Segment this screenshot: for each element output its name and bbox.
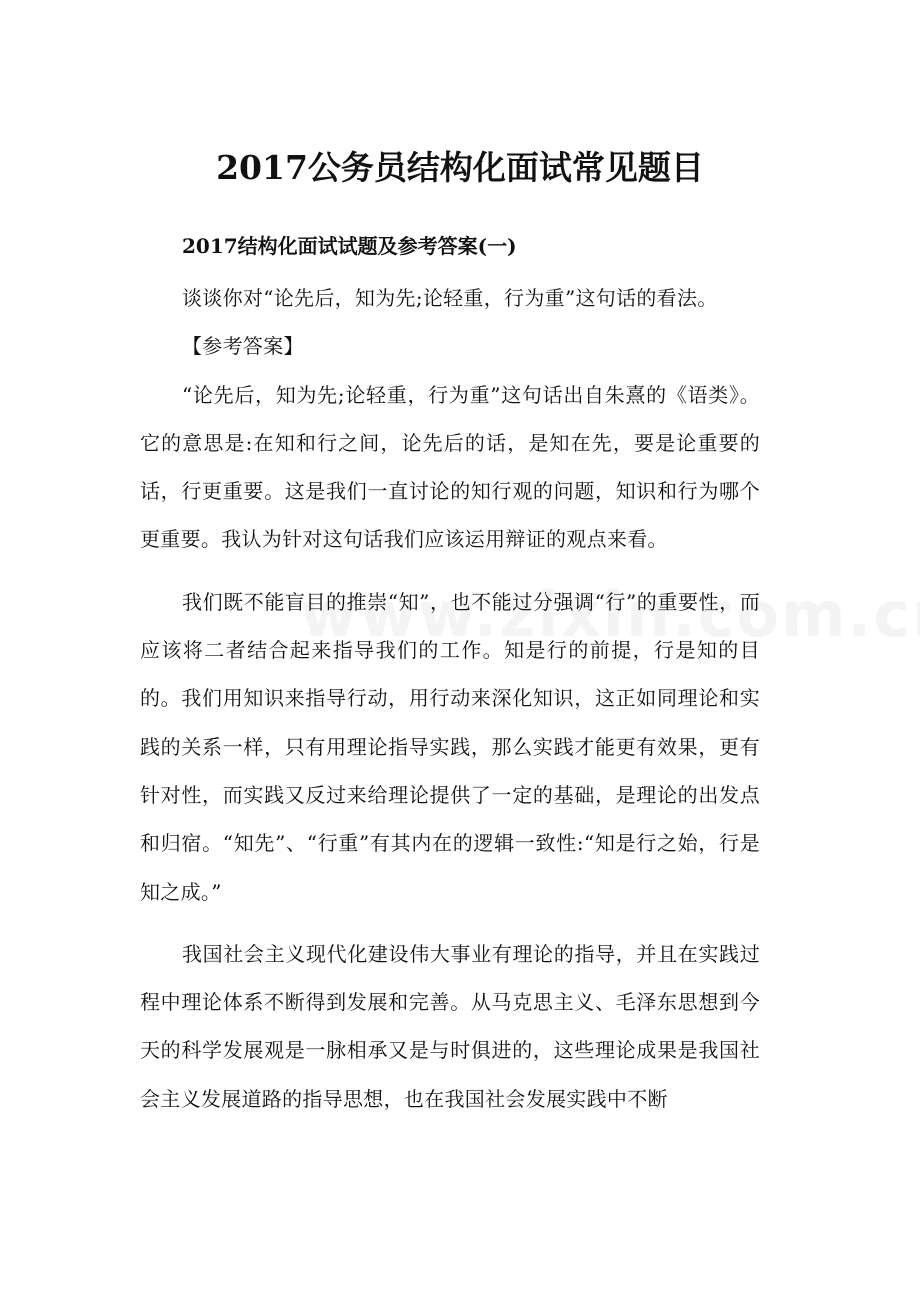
answer-paragraph-1: “论先后，知为先;论轻重，行为重”这句话出自朱熹的《语类》。它的意思是:在知和行之间，论先后的话，是知在先，要是论重要的话，行更重要。这是我们一直讨论的知行观的问题，知识和行为哪个更重要。我认为针对这句话我们应该运用辩证的观点来看。 <box>140 382 760 552</box>
answer-label: 【参考答案】 <box>182 334 304 359</box>
document-body <box>140 274 760 1123</box>
answer-paragraph-2: 我们既不能盲目的推崇“知”，也不能过分强调“行”的重要性，而应该将二者结合起来指导我们的工作。知是行的前提，行是知的目的。我们用知识来指导行动，用行动来深化知识，这正如同理论和实践的关系一样，只有用理论指导实践，那么实践才能更有效果，更有针对性，而实践又反过来给理论提供了一定的基础，是理论的出发点和归宿。“知先”、“行重”有其内在的逻辑一致性:“知是行之始，行是知之成。” <box>140 589 760 904</box>
answer-paragraph-3: 我国社会主义现代化建设伟大事业有理论的指导，并且在实践过程中理论体系不断得到发展和完善。从马克思主义、毛泽东思想到今天的科学发展观是一脉相承又是与时俱进的，这些理论成果是我国社会主义发展道路的指导思想，也在我国社会发展实践中不断 <box>140 941 760 1111</box>
section-subtitle: 2017结构化面试试题及参考答案(一) <box>182 234 517 258</box>
question-paragraph: 谈谈你对“论先后，知为先;论轻重，行为重”这句话的看法。 <box>182 286 718 310</box>
document-title: 2017公务员结构化面试常见题目 <box>216 148 704 187</box>
